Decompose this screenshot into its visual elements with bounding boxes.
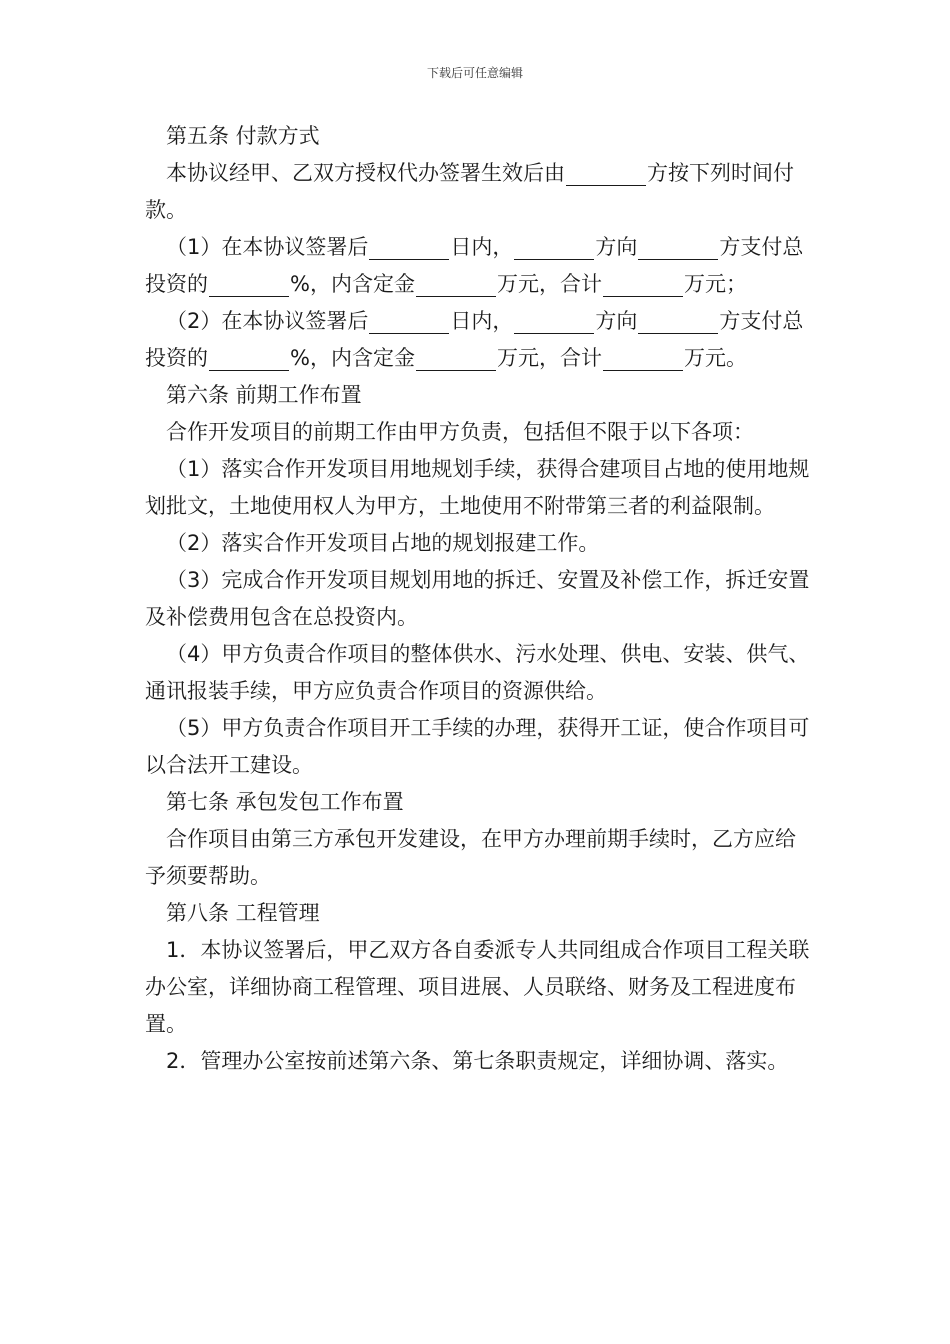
blank-field[interactable] [514, 309, 594, 334]
article-8-item-2: 2．管理办公室按前述第六条、第七条职责规定，详细协调、落实。 [166, 1049, 789, 1073]
blank-field[interactable] [416, 272, 496, 297]
blank-field[interactable] [514, 235, 594, 260]
blank-field[interactable] [638, 309, 718, 334]
article-6-item-2: （2）落实合作开发项目占地的规划报建工作。 [166, 531, 600, 555]
blank-field[interactable] [566, 161, 646, 186]
blank-field[interactable] [369, 309, 449, 334]
article-6-body: 合作开发项目的前期工作由甲方负责，包括但不限于以下各项： [166, 420, 754, 444]
blank-field[interactable] [209, 272, 289, 297]
blank-field[interactable] [416, 346, 496, 371]
article-7-body: 合作项目由第三方承包开发建设，在甲方办理前期手续时，乙方应给予须要帮助。 [145, 827, 796, 888]
blank-field[interactable] [603, 346, 683, 371]
blank-field[interactable] [369, 235, 449, 260]
article-5-item-2: （2）在本协议签署后 日内， 方向 方支付总投资的 %，内含定金 万元，合计 万元。 [145, 309, 804, 370]
page-header: 下载后可任意编辑 [426, 66, 523, 80]
article-6-item-5: （5）甲方负责合作项目开工手续的办理，获得开工证，使合作项目可以合法开工建设。 [145, 716, 810, 777]
document-body [145, 118, 810, 1080]
blank-field[interactable] [603, 272, 683, 297]
article-8-title: 第八条 工程管理 [166, 901, 320, 925]
blank-field[interactable] [209, 346, 289, 371]
article-5-body: 本协议经甲、乙双方授权代办签署生效后由 方按下列时间付款。 [145, 161, 794, 222]
article-6-item-3: （3）完成合作开发项目规划用地的拆迁、安置及补偿工作，拆迁安置及补偿费用包含在总投资内。 [145, 568, 810, 629]
article-6-item-4: （4）甲方负责合作项目的整体供水、污水处理、供电、安装、供气、通讯报装手续，甲方应负责合作项目的资源供给。 [145, 642, 810, 703]
article-6-title: 第六条 前期工作布置 [166, 383, 362, 407]
article-7-title: 第七条 承包发包工作布置 [166, 790, 404, 814]
article-8-item-1: 1．本协议签署后，甲乙双方各自委派专人共同组成合作项目工程关联办公室，详细协商工程管理、项目进展、人员联络、财务及工程进度布置。 [145, 938, 810, 1036]
article-5-item-1: （1）在本协议签署后 日内， 方向 方支付总投资的 %，内含定金 万元，合计 万元； [145, 235, 804, 296]
article-5-title: 第五条 付款方式 [166, 124, 320, 148]
blank-field[interactable] [638, 235, 718, 260]
article-6-item-1: （1）落实合作开发项目用地规划手续，获得合建项目占地的使用地规划批文，土地使用权人为甲方，土地使用不附带第三者的利益限制。 [145, 457, 810, 518]
